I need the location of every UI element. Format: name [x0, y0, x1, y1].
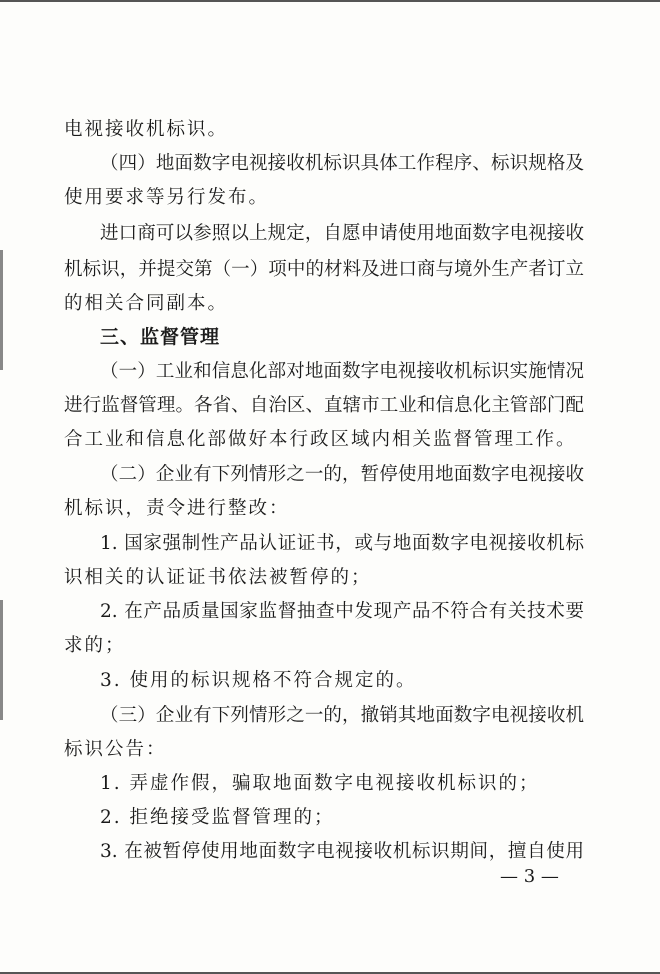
- section-heading: 三、监督管理: [100, 326, 221, 348]
- text-line-8: （一）工业和信息化部对地面数字电视接收机标识实施情况: [100, 361, 584, 382]
- text-line-11: （二）企业有下列情形之一的，暂停使用地面数字电视接收: [100, 464, 584, 485]
- text-line-15: 2. 在产品质量国家监督抽查中发现产品不符合有关技术要: [100, 601, 584, 622]
- text-line-9: 进行监督管理。各省、自治区、直辖市工业和信息化主管部门配: [64, 395, 584, 416]
- text-line-10: 合工业和信息化部做好本行政区域内相关监督管理工作。: [64, 429, 577, 450]
- scan-edge-left-mark-2: [0, 600, 3, 720]
- text-line-17: 3. 使用的标识规格不符合规定的。: [100, 670, 417, 691]
- text-line-2: （四）地面数字电视接收机标识具体工作程序、标识规格及: [100, 153, 584, 174]
- text-line-14: 识相关的认证证书依法被暂停的；: [64, 567, 372, 588]
- text-line-19: 标识公告：: [64, 739, 167, 760]
- page-number: — 3 —: [500, 866, 559, 887]
- scan-edge-top: [0, 0, 660, 2]
- text-line-3: 使用要求等另行发布。: [64, 187, 270, 208]
- text-line-6: 的相关合同副本。: [64, 293, 229, 314]
- text-line-20: 1. 弄虚作假，骗取地面数字电视接收机标识的；: [100, 773, 540, 794]
- text-line-21: 2. 拒绝接受监督管理的；: [100, 807, 335, 828]
- text-line-18: （三）企业有下列情形之一的，撤销其地面数字电视接收机: [100, 705, 584, 726]
- text-line-13: 1. 国家强制性产品认证证书，或与地面数字电视接收机标: [100, 533, 584, 554]
- text-line-22: 3. 在被暂停使用地面数字电视接收机标识期间，擅自使用: [100, 841, 584, 862]
- text-line-12: 机标识，责令进行整改：: [64, 498, 290, 519]
- text-line-5: 机标识，并提交第（一）项中的材料及进口商与境外生产者订立: [64, 259, 584, 280]
- text-line-1: 电视接收机标识。: [64, 119, 229, 140]
- text-line-16: 求的；: [64, 635, 126, 656]
- scan-edge-left-mark: [0, 250, 3, 370]
- text-line-4: 进口商可以参照以上规定，自愿申请使用地面数字电视接收: [100, 223, 584, 244]
